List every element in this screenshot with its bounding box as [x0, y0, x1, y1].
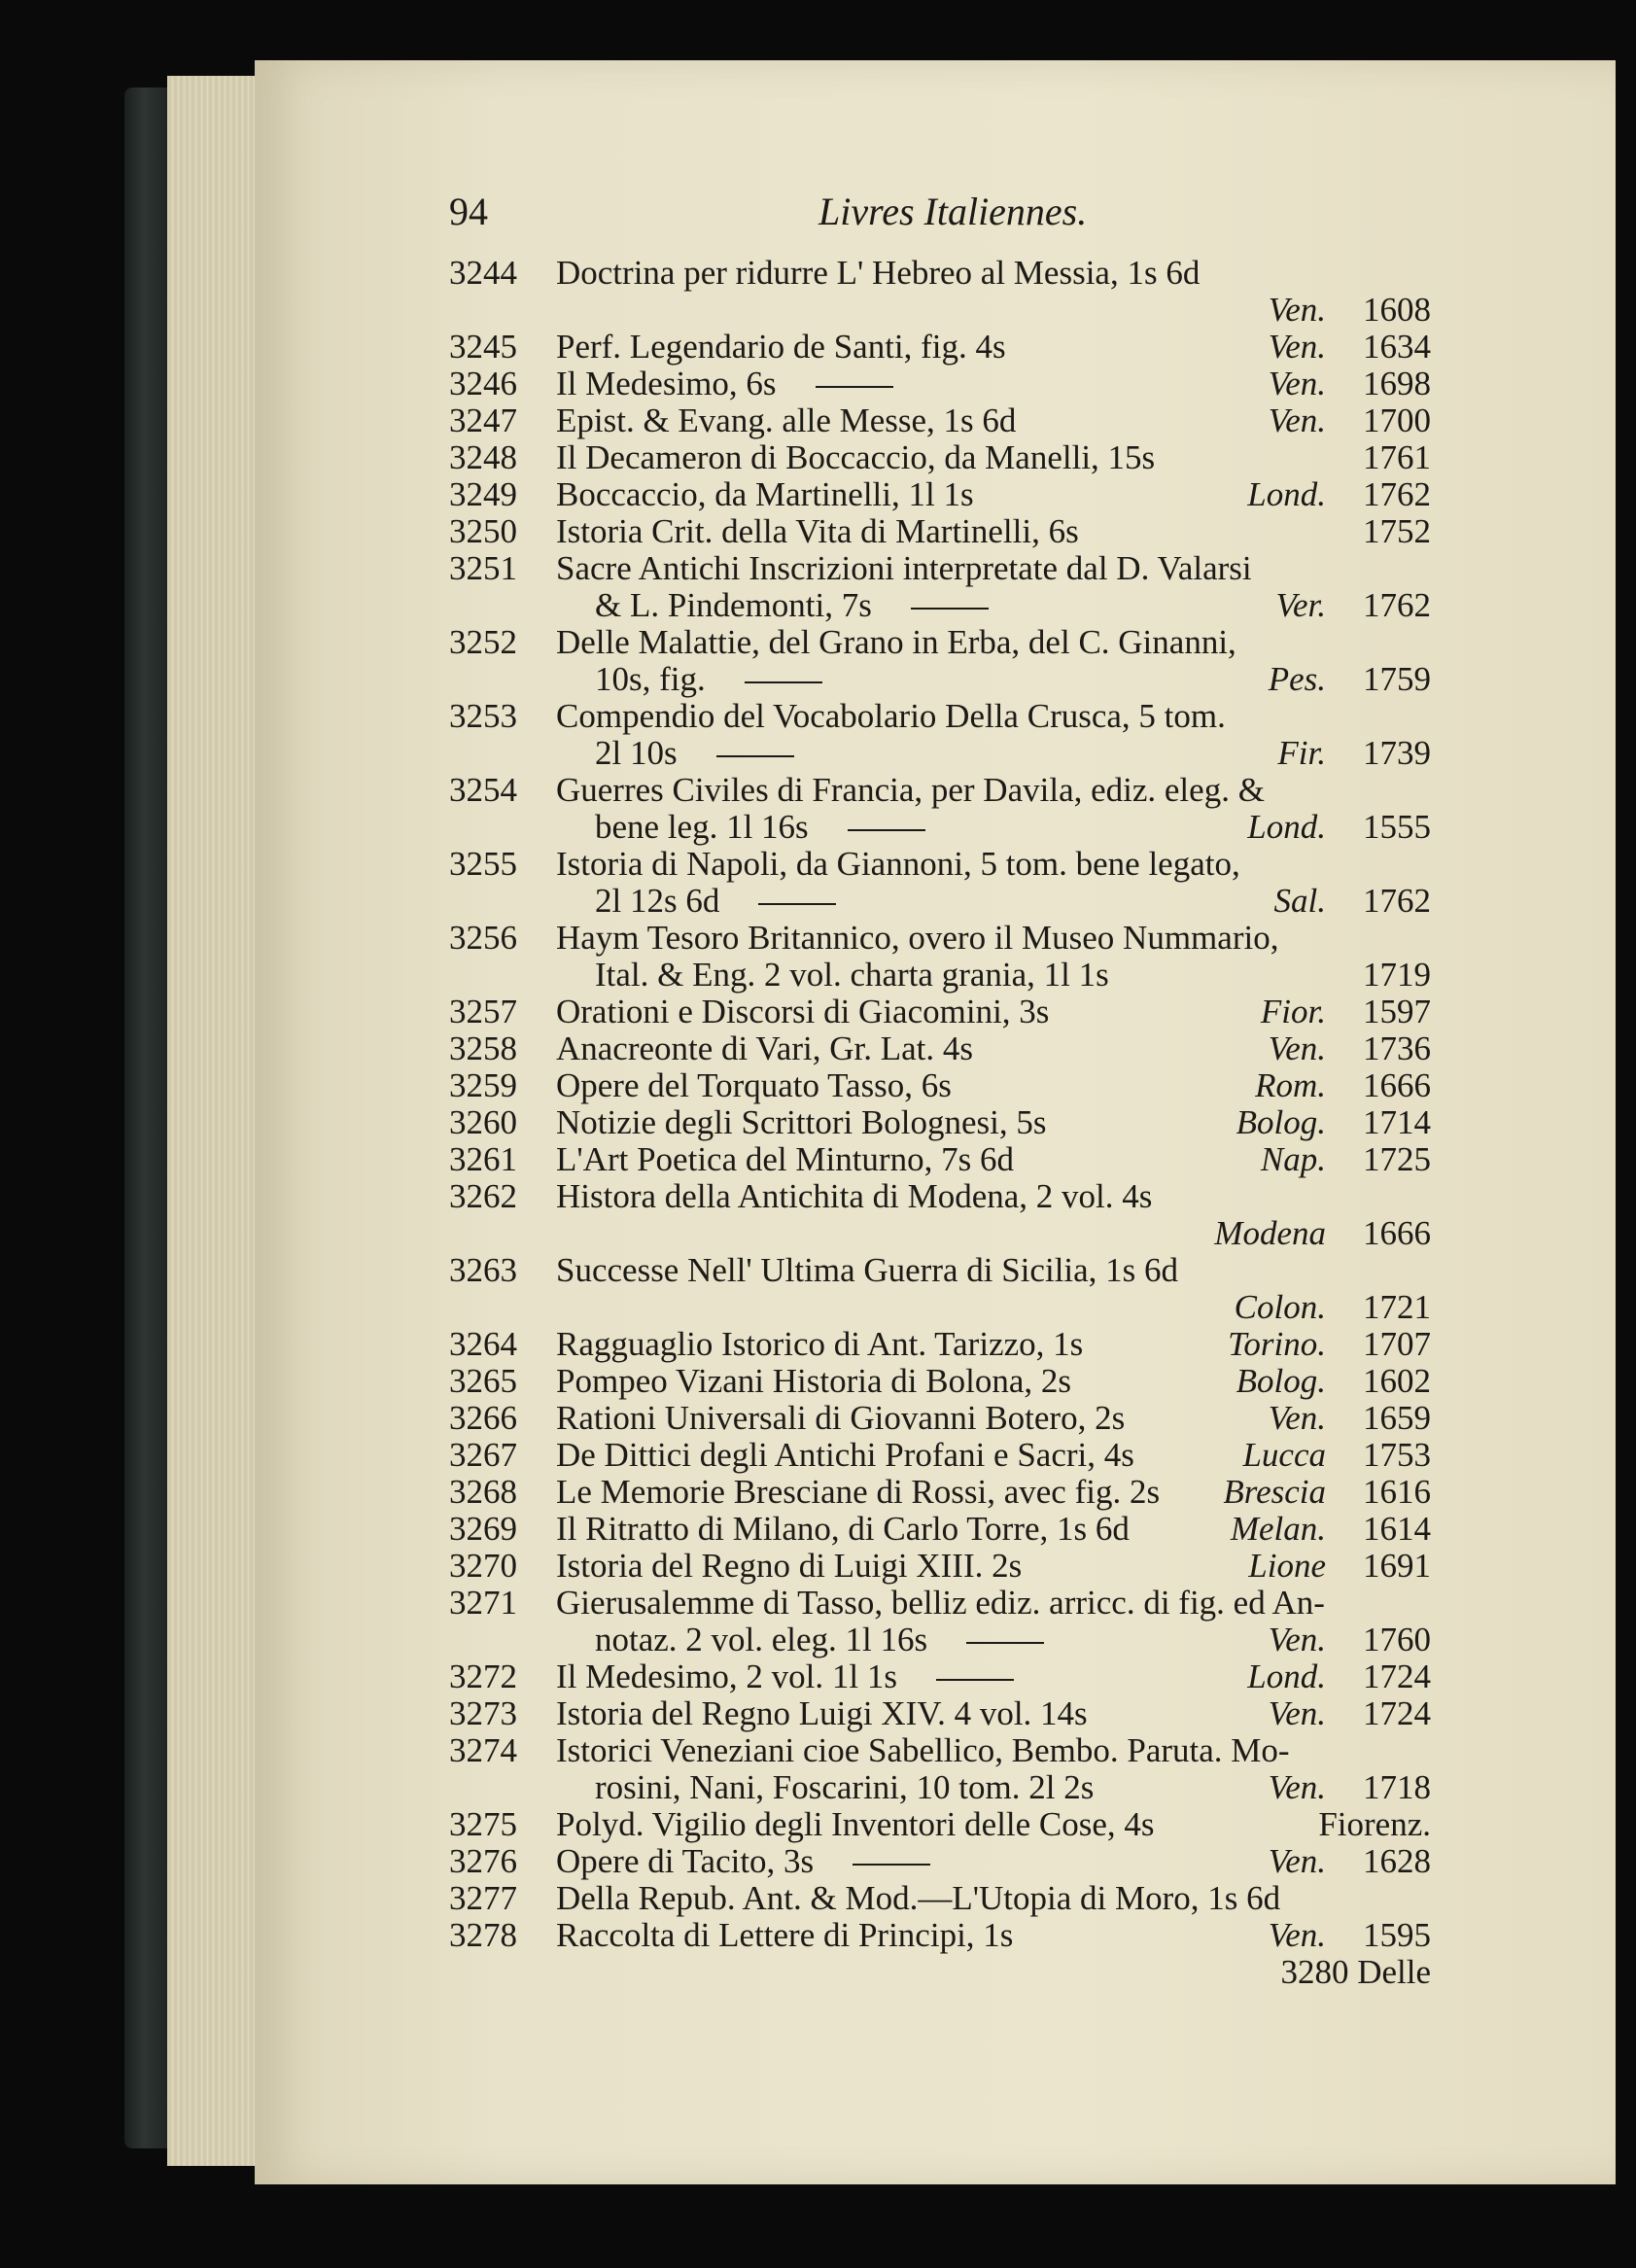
entry-line	[449, 1067, 1431, 1104]
entry-place: Ver.	[1275, 586, 1326, 624]
entry-number: 3244	[449, 254, 517, 292]
entry-number: 3246	[449, 365, 517, 402]
entry-number: 3276	[449, 1842, 517, 1880]
entry-year: 1555	[1363, 808, 1431, 846]
entry-place: Ven.	[1268, 1029, 1326, 1067]
entry-line	[449, 846, 1431, 883]
catalogue-entry	[449, 329, 1431, 366]
entry-place: Lione	[1248, 1547, 1326, 1585]
catalogue-entries	[449, 255, 1431, 1991]
entry-title: Notizie degli Scrittori Bolognesi, 5s	[556, 1103, 1047, 1141]
entry-title: Anacreonte di Vari, Gr. Lat. 4s	[556, 1029, 973, 1067]
entry-title: rosini, Nani, Foscarini, 10 tom. 2l 2s	[595, 1768, 1095, 1806]
catalogue-entry	[449, 366, 1431, 402]
entry-year: 1666	[1363, 1066, 1431, 1104]
entry-year: 1736	[1363, 1029, 1431, 1067]
entry-title: Il Decameron di Boccaccio, da Manelli, 15s	[556, 438, 1156, 476]
entry-number: 3251	[449, 549, 517, 587]
dash-rule	[848, 829, 925, 831]
catalogue-entry	[449, 1030, 1431, 1067]
entry-place: Bolog.	[1236, 1362, 1326, 1400]
entry-title: Istoria Crit. della Vita di Martinelli, 6s	[556, 512, 1079, 550]
entry-line	[449, 1437, 1431, 1474]
entry-year: 1752	[1363, 512, 1431, 550]
entry-line	[449, 1695, 1431, 1732]
entry-number: 3256	[449, 919, 517, 957]
entry-place: Sal.	[1273, 882, 1326, 920]
entry-title: Histora della Antichita di Modena, 2 vol. 4s	[556, 1177, 1153, 1215]
catalogue-entry	[449, 846, 1431, 920]
entry-title: Haym Tesoro Britannico, overo il Museo Nummario,	[556, 919, 1279, 957]
catalogue-entry	[449, 1252, 1431, 1326]
entry-year: 1753	[1363, 1436, 1431, 1474]
entry-title: notaz. 2 vol. eleg. 1l 16s	[595, 1622, 1044, 1658]
entry-line	[449, 329, 1431, 366]
entry-number: 3250	[449, 512, 517, 550]
entry-title: Istorici Veneziani cioe Sabellico, Bembo. Paruta. Mo-	[556, 1731, 1290, 1769]
catalogue-entry	[449, 1474, 1431, 1511]
catalogue-entry	[449, 1658, 1431, 1695]
entry-title: De Dittici degli Antichi Profani e Sacri, 4s	[556, 1436, 1134, 1474]
entry-year: 1698	[1363, 365, 1431, 402]
entry-title: Orationi e Discorsi di Giacomini, 3s	[556, 993, 1050, 1030]
entry-number: 3253	[449, 697, 517, 735]
entry-place: Ven.	[1268, 1399, 1326, 1437]
dash-rule	[816, 386, 893, 388]
entry-number: 3245	[449, 328, 517, 366]
entry-title: Opere di Tacito, 3s	[556, 1843, 930, 1880]
dash-rule	[716, 755, 794, 757]
running-title: Livres Italiennes.	[818, 190, 1088, 233]
entry-line	[449, 292, 1431, 329]
entry-title: Istoria di Napoli, da Giannoni, 5 tom. bene legato,	[556, 845, 1240, 883]
entry-title: L'Art Poetica del Minturno, 7s 6d	[556, 1140, 1014, 1178]
entry-place: Ven.	[1268, 291, 1326, 329]
entry-year: 1762	[1363, 475, 1431, 513]
entry-title: Istoria del Regno Luigi XIV. 4 vol. 14s	[556, 1694, 1088, 1732]
entry-year: 1714	[1363, 1103, 1431, 1141]
catalogue-entry	[449, 1141, 1431, 1178]
entry-title: Successe Nell' Ultima Guerra di Sicilia, 1s 6d	[556, 1251, 1179, 1289]
entry-line	[449, 1806, 1431, 1843]
entry-line	[449, 1658, 1431, 1695]
entry-line	[449, 1585, 1431, 1622]
entry-line	[449, 1732, 1431, 1769]
dash-rule	[966, 1642, 1044, 1644]
entry-number: 3258	[449, 1029, 517, 1067]
catalogue-entry	[449, 439, 1431, 476]
dash-rule	[853, 1864, 930, 1866]
entry-line	[449, 1474, 1431, 1511]
entry-place: Fir.	[1277, 734, 1326, 772]
entry-line	[449, 661, 1431, 698]
entry-title: Rationi Universali di Giovanni Botero, 2s	[556, 1399, 1126, 1437]
dash-rule	[745, 681, 822, 683]
entry-number: 3254	[449, 771, 517, 809]
entry-place: Lond.	[1247, 475, 1326, 513]
catalogue-entry	[449, 255, 1431, 329]
entry-number: 3267	[449, 1436, 517, 1474]
entry-number: 3262	[449, 1177, 517, 1215]
entry-line	[449, 772, 1431, 809]
entry-title: Doctrina per ridurre L' Hebreo al Messia, 1s 6d	[556, 254, 1201, 292]
entry-title: Delle Malattie, del Grano in Erba, del C. Ginanni,	[556, 623, 1236, 661]
entry-number: 3265	[449, 1362, 517, 1400]
entry-place: Ven.	[1268, 1621, 1326, 1658]
entry-title: Sacre Antichi Inscrizioni interpretate dal D. Valarsi	[556, 549, 1252, 587]
entry-year: 1718	[1363, 1768, 1431, 1806]
entry-number: 3275	[449, 1805, 517, 1843]
catalogue-entry	[449, 624, 1431, 698]
entry-line	[449, 957, 1431, 994]
entry-title: Pompeo Vizani Historia di Bolona, 2s	[556, 1362, 1071, 1400]
entry-title: Ital. & Eng. 2 vol. charta grania, 1l 1s	[595, 956, 1109, 994]
entry-year: Fiorenz.	[1318, 1805, 1431, 1843]
entry-place: Ven.	[1268, 1842, 1326, 1880]
entry-number: 3278	[449, 1916, 517, 1954]
entry-place: Pes.	[1268, 660, 1326, 698]
entry-line	[449, 1622, 1431, 1658]
entry-title: Gierusalemme di Tasso, belliz ediz. arricc. di fig. ed An-	[556, 1584, 1325, 1622]
catalogue-entry	[449, 1511, 1431, 1548]
entry-year: 1759	[1363, 660, 1431, 698]
catalogue-entry	[449, 1695, 1431, 1732]
entry-place: Lond.	[1247, 1657, 1326, 1695]
entry-line	[449, 1880, 1431, 1917]
entry-year: 1691	[1363, 1547, 1431, 1585]
entry-year: 1707	[1363, 1325, 1431, 1363]
entry-year: 1721	[1363, 1288, 1431, 1326]
entry-title: Ragguaglio Istorico di Ant. Tarizzo, 1s	[556, 1325, 1084, 1363]
entry-number: 3272	[449, 1657, 517, 1695]
catalogue-entry	[449, 1400, 1431, 1437]
catchword: 3280 Delle	[1280, 1953, 1431, 1991]
entry-title: Le Memorie Bresciane di Rossi, avec fig. 2s	[556, 1473, 1161, 1511]
entry-line	[449, 1178, 1431, 1215]
entry-number: 3259	[449, 1066, 517, 1104]
entry-line	[449, 1917, 1431, 1954]
entry-title: Perf. Legendario de Santi, fig. 4s	[556, 328, 1006, 366]
catalogue-entry	[449, 1806, 1431, 1843]
entry-year: 1628	[1363, 1842, 1431, 1880]
entry-line	[449, 883, 1431, 920]
entry-year: 1602	[1363, 1362, 1431, 1400]
entry-year: 1608	[1363, 291, 1431, 329]
entry-line	[449, 550, 1431, 587]
catalogue-entry	[449, 1917, 1431, 1954]
entry-place: Torino.	[1228, 1325, 1326, 1363]
entry-line	[449, 735, 1431, 772]
entry-line	[449, 1104, 1431, 1141]
entry-title: Boccaccio, da Martinelli, 1l 1s	[556, 475, 974, 513]
entry-year: 1762	[1363, 882, 1431, 920]
catalogue-entry	[449, 1104, 1431, 1141]
catalogue-entry	[449, 1178, 1431, 1252]
entry-number: 3263	[449, 1251, 517, 1289]
entry-line	[449, 476, 1431, 513]
entry-year: 1739	[1363, 734, 1431, 772]
entry-number: 3277	[449, 1879, 517, 1917]
entry-year: 1597	[1363, 993, 1431, 1030]
entry-number: 3261	[449, 1140, 517, 1178]
entry-line	[449, 809, 1431, 846]
entry-place: Bolog.	[1236, 1103, 1326, 1141]
catalogue-entry	[449, 920, 1431, 994]
entry-title: Polyd. Vigilio degli Inventori delle Cose, 4s	[556, 1805, 1155, 1843]
entry-place: Colon.	[1234, 1288, 1326, 1326]
entry-title: Il Ritratto di Milano, di Carlo Torre, 1s 6d	[556, 1510, 1130, 1548]
entry-year: 1614	[1363, 1510, 1431, 1548]
catalogue-entry	[449, 550, 1431, 624]
entry-place: Ven.	[1268, 1768, 1326, 1806]
entry-title: Della Repub. Ant. & Mod.—L'Utopia di Moro, 1s 6d	[556, 1879, 1281, 1917]
entry-line	[449, 1215, 1431, 1252]
entry-place: Ven.	[1268, 1916, 1326, 1954]
entry-number: 3257	[449, 993, 517, 1030]
entry-line	[449, 255, 1431, 292]
entry-line	[449, 624, 1431, 661]
catalogue-entry	[449, 1585, 1431, 1658]
entry-year: 1724	[1363, 1694, 1431, 1732]
catalogue-entry	[449, 1363, 1431, 1400]
entry-line	[449, 1400, 1431, 1437]
entry-number: 3271	[449, 1584, 517, 1622]
entry-place: Ven.	[1268, 328, 1326, 366]
entry-title: bene leg. 1l 16s	[595, 809, 925, 846]
entry-number: 3273	[449, 1694, 517, 1732]
entry-line	[449, 402, 1431, 439]
catalogue-entry	[449, 513, 1431, 550]
entry-year: 1666	[1363, 1214, 1431, 1252]
entry-year: 1760	[1363, 1621, 1431, 1658]
catalogue-entry	[449, 1843, 1431, 1880]
entry-title: & L. Pindemonti, 7s	[595, 587, 989, 624]
dash-rule	[936, 1679, 1014, 1681]
entry-line	[449, 1363, 1431, 1400]
entry-line	[449, 1769, 1431, 1806]
entry-line	[449, 1843, 1431, 1880]
entry-place: Melan.	[1230, 1510, 1326, 1548]
entry-line	[449, 1030, 1431, 1067]
entry-place: Ven.	[1268, 401, 1326, 439]
page-number: 94	[449, 190, 488, 233]
entry-place: Brescia	[1223, 1473, 1326, 1511]
entry-line	[449, 366, 1431, 402]
entry-line	[449, 1548, 1431, 1585]
entry-number: 3255	[449, 845, 517, 883]
catalogue-entry	[449, 994, 1431, 1030]
entry-number: 3268	[449, 1473, 517, 1511]
entry-number: 3274	[449, 1731, 517, 1769]
entry-place: Lucca	[1242, 1436, 1326, 1474]
dash-rule	[911, 608, 989, 610]
entry-title: 2l 10s	[595, 735, 794, 772]
dash-rule	[758, 903, 836, 905]
entry-year: 1719	[1363, 956, 1431, 994]
entry-number: 3260	[449, 1103, 517, 1141]
entry-place: Rom.	[1255, 1066, 1326, 1104]
catalogue-entry	[449, 1548, 1431, 1585]
entry-title: Il Medesimo, 2 vol. 1l 1s	[556, 1658, 1014, 1695]
catalogue-entry	[449, 772, 1431, 846]
entry-title: Il Medesimo, 6s	[556, 366, 893, 402]
entry-number: 3247	[449, 401, 517, 439]
entry-line	[449, 994, 1431, 1030]
entry-year: 1725	[1363, 1140, 1431, 1178]
entry-year: 1761	[1363, 438, 1431, 476]
entry-title: 2l 12s 6d	[595, 883, 836, 920]
entry-year: 1659	[1363, 1399, 1431, 1437]
catalogue-entry	[449, 476, 1431, 513]
entry-line	[449, 439, 1431, 476]
entry-number: 3270	[449, 1547, 517, 1585]
entry-place: Ven.	[1268, 1694, 1326, 1732]
entry-place: Nap.	[1260, 1140, 1326, 1178]
book-spine	[124, 87, 173, 2148]
entry-number: 3248	[449, 438, 517, 476]
catalogue-entry	[449, 1437, 1431, 1474]
entry-line	[449, 1289, 1431, 1326]
entry-title: Raccolta di Lettere di Principi, 1s	[556, 1916, 1014, 1954]
catalogue-entry	[449, 698, 1431, 772]
entry-number: 3269	[449, 1510, 517, 1548]
entry-number: 3252	[449, 623, 517, 661]
entry-number: 3264	[449, 1325, 517, 1363]
entry-year: 1700	[1363, 401, 1431, 439]
catchword-line	[449, 1954, 1431, 1991]
entry-title: Opere del Torquato Tasso, 6s	[556, 1066, 952, 1104]
entry-title: Guerres Civiles di Francia, per Davila, ediz. eleg. &	[556, 771, 1265, 809]
entry-place: Modena	[1214, 1214, 1326, 1252]
entry-year: 1595	[1363, 1916, 1431, 1954]
entry-line	[449, 698, 1431, 735]
entry-year: 1616	[1363, 1473, 1431, 1511]
entry-number: 3266	[449, 1399, 517, 1437]
catalogue-entry	[449, 1732, 1431, 1806]
entry-title: Istoria del Regno di Luigi XIII. 2s	[556, 1547, 1023, 1585]
catalogue-entry	[449, 1326, 1431, 1363]
entry-line	[449, 513, 1431, 550]
entry-title: Compendio del Vocabolario Della Crusca, 5 tom.	[556, 697, 1226, 735]
entry-number: 3249	[449, 475, 517, 513]
entry-place: Lond.	[1247, 808, 1326, 846]
catalogue-entry	[449, 402, 1431, 439]
entry-line	[449, 587, 1431, 624]
entry-year: 1762	[1363, 586, 1431, 624]
entry-line	[449, 1252, 1431, 1289]
entry-line	[449, 1326, 1431, 1363]
entry-year: 1634	[1363, 328, 1431, 366]
entry-line	[449, 1141, 1431, 1178]
catalogue-entry	[449, 1067, 1431, 1104]
entry-title: 10s, fig.	[595, 661, 822, 698]
entry-line	[449, 1511, 1431, 1548]
entry-place: Fior.	[1260, 993, 1326, 1030]
entry-title: Epist. & Evang. alle Messe, 1s 6d	[556, 401, 1017, 439]
entry-place: Ven.	[1268, 365, 1326, 402]
entry-year: 1724	[1363, 1657, 1431, 1695]
page-header	[449, 185, 1431, 243]
entry-line	[449, 920, 1431, 957]
catalogue-entry	[449, 1880, 1431, 1917]
